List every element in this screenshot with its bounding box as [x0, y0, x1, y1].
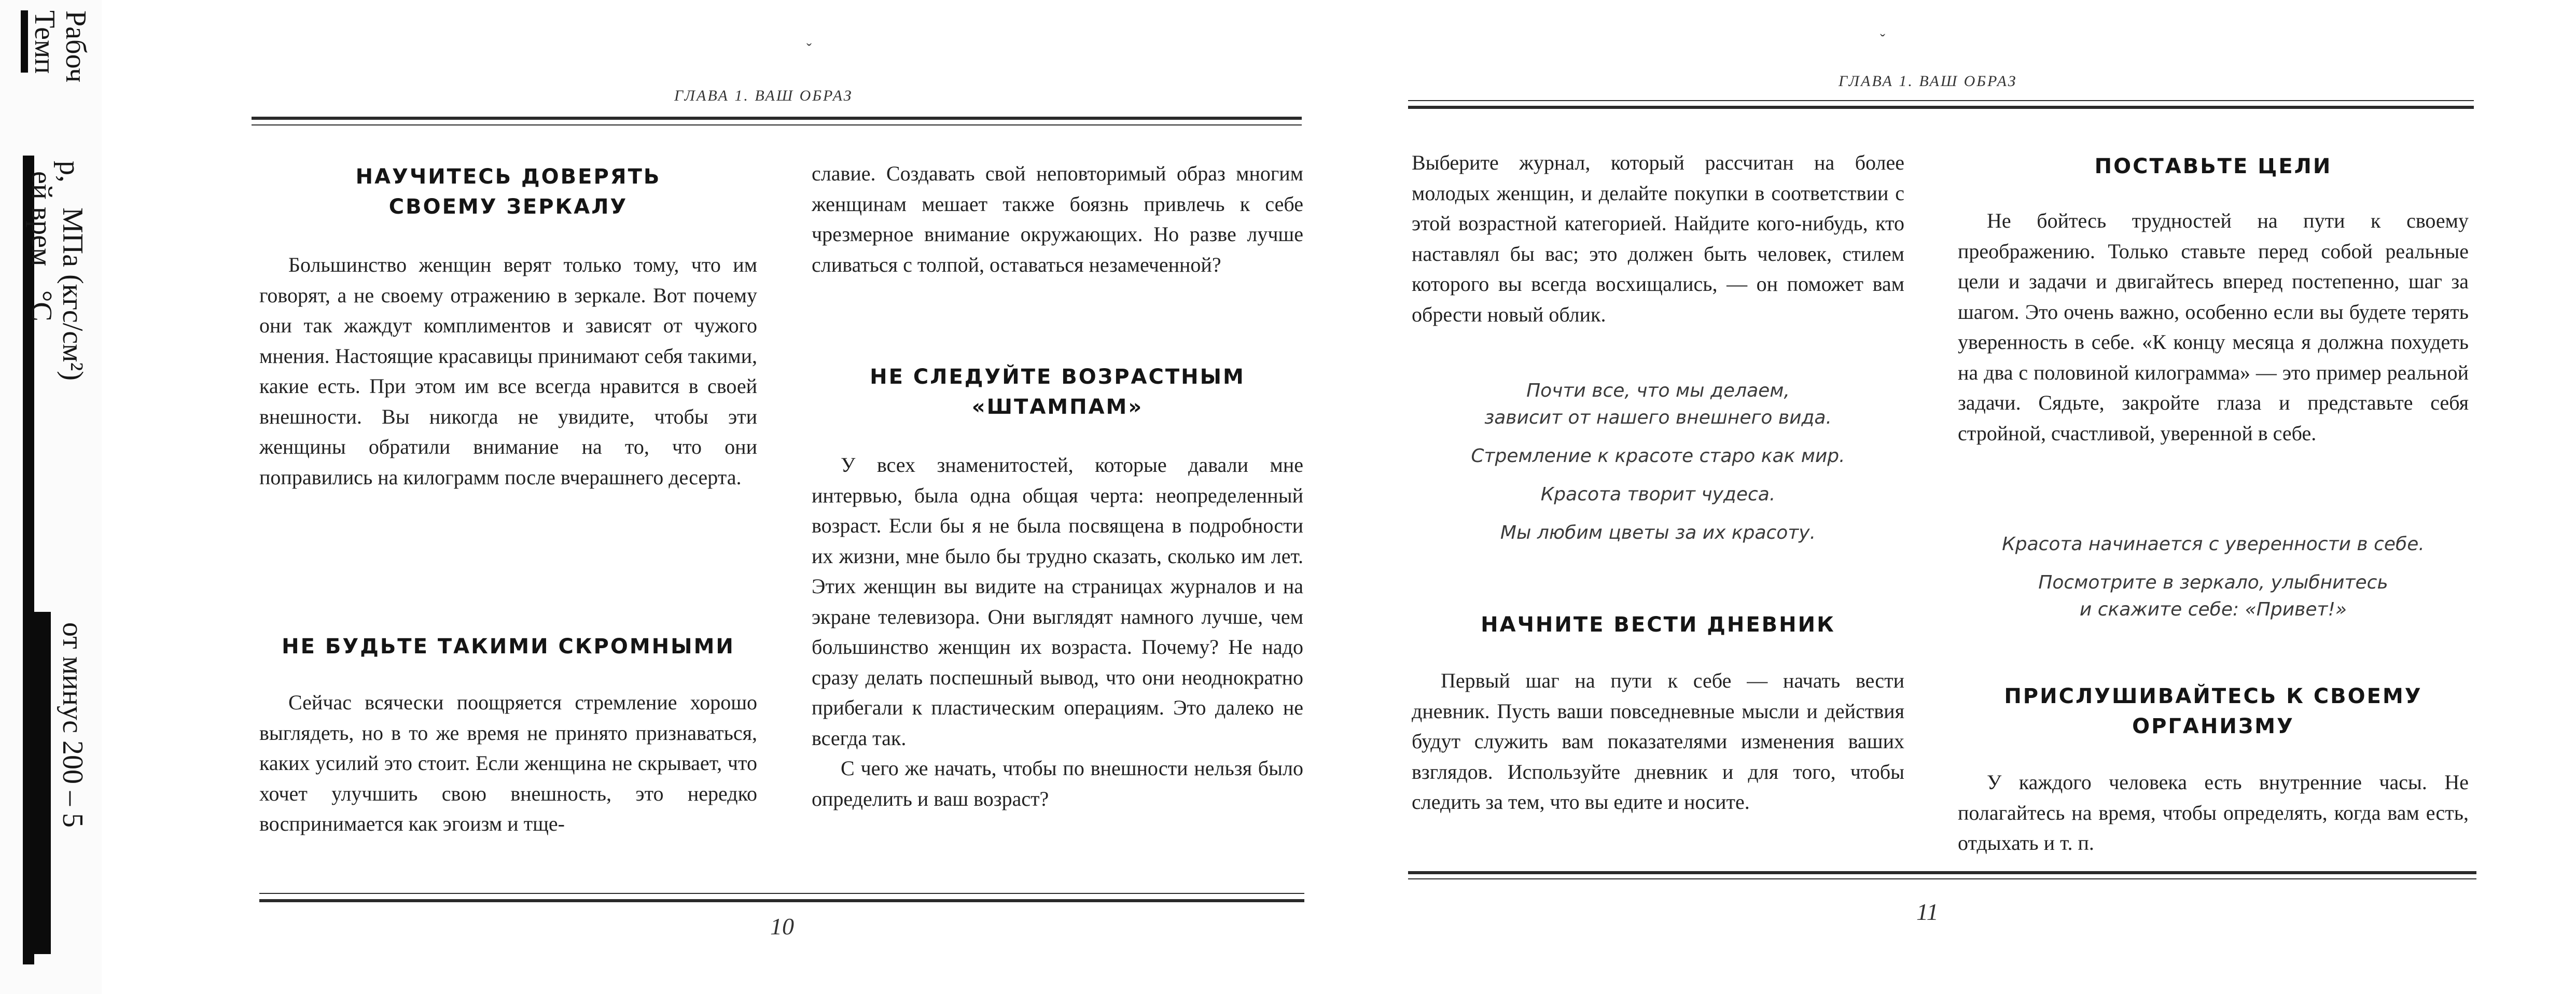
edge-fragment-ey-vrem: ей врем	[25, 171, 58, 267]
scan-edge	[0, 0, 102, 994]
continued-text-magazine	[1412, 148, 1904, 330]
section-heading-diary: НАЧНИТЕ ВЕСТИ ДНЕВНИК	[1481, 613, 1835, 637]
section-heading-not-modest: НЕ БУДЬТЕ ТАКИМИ СКРОМНЫМИ	[282, 635, 735, 659]
edge-fragment-ot-minus: от минус 200 – 5	[57, 622, 89, 828]
edge-fragment-mpa: МПа (кгс/см²)	[57, 207, 89, 381]
section-body-not-modest	[259, 688, 757, 839]
section-heading-trust-mirror: НАУЧИТЕСЬ ДОВЕРЯТЬ СВОЕМУ ЗЕРКАЛУ	[355, 165, 661, 219]
paragraph: С чего же начать, чтобы по внешности нельзя было определить и ваш возраст?	[812, 757, 1303, 810]
section-body-listen-body	[1958, 767, 2469, 859]
paragraph: Не бойтесь трудностей на пути к своему преображению. Только ставьте перед собой реальные цели и задачи и двигайтесь вперед постепенно, шаг за шагом. Это очень важно, особенно если вы будете терять уверенность в себе. «К концу месяца я должна похудеть на два с половиной килограмма» — это пример реальной задачи. Сядьте, закройте глаза и представьте себя стройной, счастливой, уверенной в себе.	[1958, 209, 2469, 445]
quote-block-appearance: Почти все, что мы делаем, зависит от нашего внешнего вида. Стремление к красоте старо как мир. Красота творит чудеса. Мы любим цветы за их красоту.	[1471, 380, 1845, 543]
paragraph: Первый шаг на пути к себе — начать вести дневник. Пусть ваши повседневные мысли и действия будут служить вам показателями изменения ваших взглядов. Используйте дневник и для того, чтобы следить за тем, что вы едите и носите.	[1412, 669, 1904, 814]
section-body-age-stamps	[812, 450, 1303, 814]
continued-text-vanity	[812, 159, 1303, 280]
edge-fragment-p: р,	[53, 161, 86, 183]
right-header-rule-thin	[1408, 100, 2474, 101]
section-body-diary	[1412, 666, 1904, 818]
right-footer-rule-thick	[1408, 871, 2476, 874]
left-header-rule-thick	[252, 117, 1302, 120]
section-heading-listen-body: ПРИСЛУШИВАЙТЕСЬ К СВОЕМУ ОРГАНИЗМУ	[2004, 684, 2422, 738]
scan-edge-shadow	[34, 612, 51, 954]
right-running-header: ГЛАВА 1. ВАШ ОБРАЗ	[1839, 73, 2017, 90]
edge-fragment-work: Рабоч	[60, 10, 92, 83]
left-footer-rule-thin	[259, 893, 1304, 894]
print-speck: ˇ	[806, 40, 812, 58]
edge-fragment-temp: Темп	[29, 10, 61, 74]
section-body-goals	[1958, 206, 2469, 449]
right-page-number: 11	[1916, 899, 1939, 925]
paragraph: У каждого человека есть внутренние часы. Не полагайтесь на время, чтобы определять, когда вам есть, отдыхать и т. п.	[1958, 771, 2469, 855]
left-footer-rule-thick	[259, 899, 1304, 902]
paragraph: Сейчас всячески поощряется стремление хорошо выглядеть, но в то же время не принято признаваться, каких усилий это стоит. Если женщина не скрывает, что хочет улучшить свою внешность, это нередко воспринимается как эгоизм и тще-	[259, 691, 757, 835]
paragraph: У всех знаменитостей, которые давали мне интервью, была одна общая черта: неопределенный возраст. Если бы я не была посвящена в подробности их жизни, мне было бы трудно сказать, сколько им лет. Этих женщин вы видите на страницах журналов и на экране телевизора. Они выглядят намного лучше, чем большинство женщин их возраста. Почему? Не надо сразу делать поспешный вывод, что они неоднократно прибегали к пластическим операциям. Это далеко не всегда так.	[812, 453, 1303, 750]
right-footer-rule-thin	[1408, 878, 2476, 879]
paragraph: славие. Создавать свой неповторимый образ многим женщинам мешает также боязнь привлечь к себе чрезмерное внимание окружающих. Но разве лучше сливаться с толпой, оставаться незамеченной?	[812, 162, 1303, 276]
paragraph: Выберите журнал, который рассчитан на более молодых женщин, и делайте покупки в соответствии с этой возрастной категорией. Найдите кого-нибудь, кто наставлял бы вас; это должен быть человек, стилем которого вы всегда восхищались, — он поможет вам обрести новый облик.	[1412, 151, 1904, 326]
left-page-number: 10	[770, 913, 794, 940]
right-header-rule-thick	[1408, 106, 2474, 109]
paragraph: Большинство женщин верят только тому, что им говорят, а не своему отражению в зеркале. Вот почему они так жаждут комплиментов и зависят от чужого мнения. Настоящие красавицы принимают себя такими, какие есть. При этом им все всегда нравится в своей внешности. Вы никогда не увидите, чтобы эти женщины обратили внимание на то, что они поправились на килограмм после вчерашнего десерта.	[259, 253, 757, 489]
edge-fragment-deg: °С	[25, 290, 58, 321]
quote-block-confidence: Красота начинается с уверенности в себе. Посмотрите в зеркало, улыбнитесь и скажите себе: «Привет!»	[2002, 534, 2425, 620]
left-running-header: ГЛАВА 1. ВАШ ОБРАЗ	[674, 87, 853, 104]
left-header-rule-thin	[252, 124, 1302, 125]
section-heading-age-stamps: НЕ СЛЕДУЙТЕ ВОЗРАСТНЫМ «ШТАМПАМ»	[870, 365, 1245, 419]
scan-edge-shadow	[21, 10, 28, 73]
print-speck: ˇ	[1880, 31, 1885, 48]
section-body-trust-mirror	[259, 250, 757, 493]
scan-edge-shadow	[23, 156, 34, 964]
section-heading-goals: ПОСТАВЬТЕ ЦЕЛИ	[2094, 155, 2332, 178]
